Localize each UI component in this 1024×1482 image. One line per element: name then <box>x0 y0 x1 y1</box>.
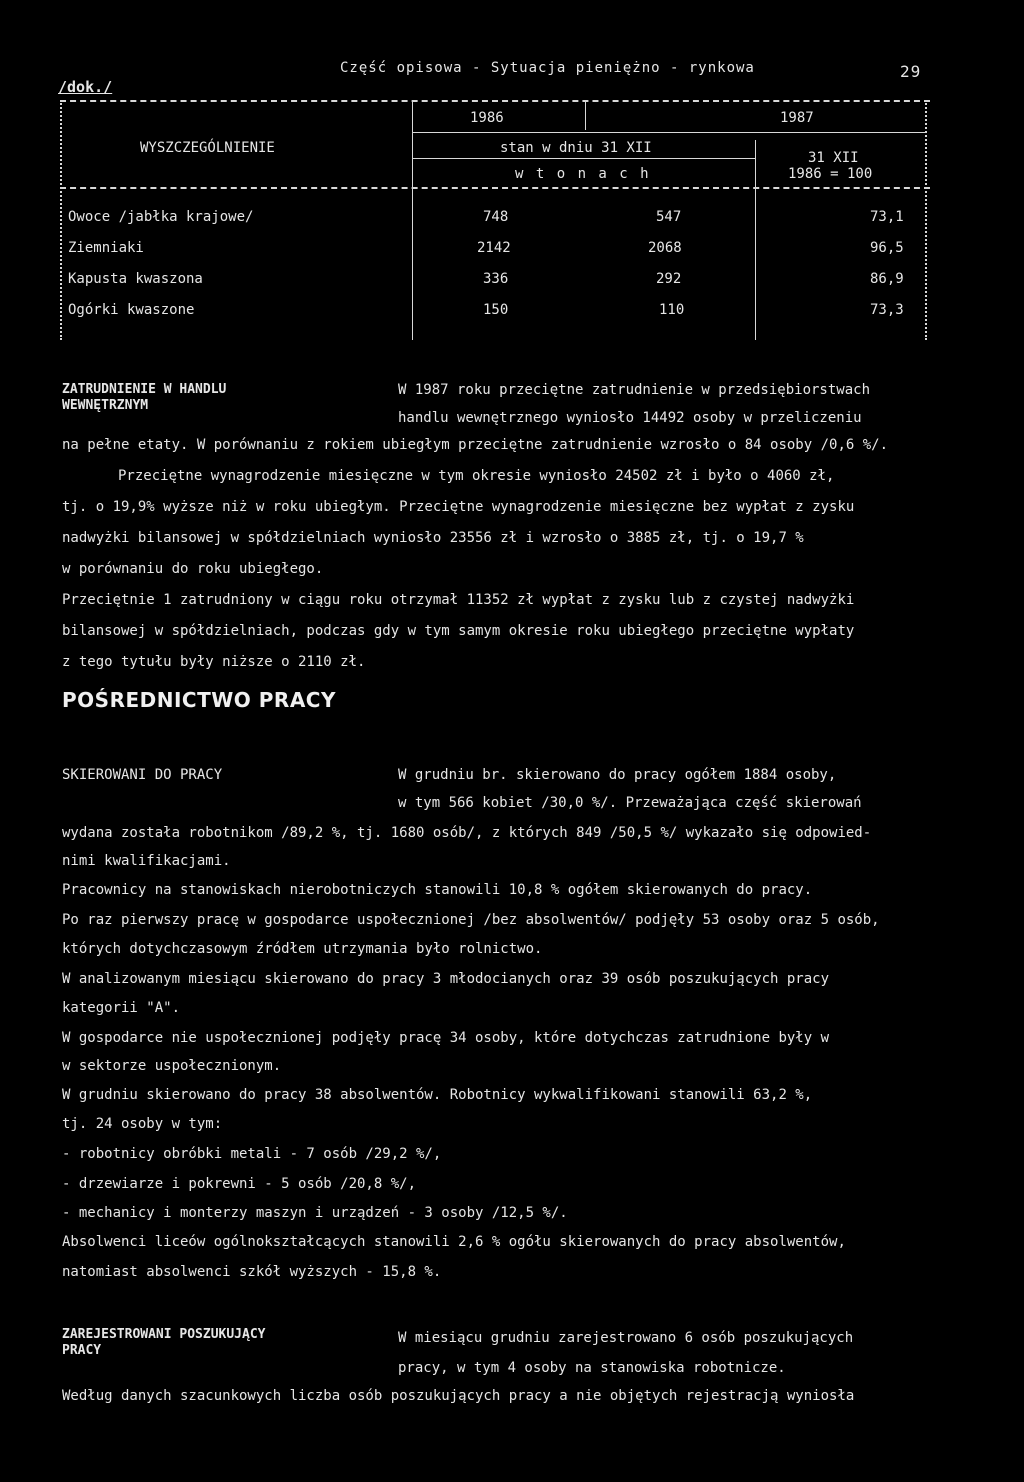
paragraph-line: tj. o 19,9% wyższe niż w roku ubiegłym. Przeciętne wynagrodzenie miesięczne bez wypłat z zysku <box>62 499 855 515</box>
side-label-zatrudnienie: ZATRUDNIENIE W HANDLU <box>62 382 227 397</box>
paragraph-line: Pracownicy na stanowiskach nierobotniczych stanowili 10,8 % ogółem skierowanych do pracy. <box>62 882 813 898</box>
table-subheader-line <box>412 132 927 133</box>
paragraph-line: W grudniu br. skierowano do pracy ogółem 1884 osoby, <box>398 767 837 783</box>
paragraph-line: Według danych szacunkowych liczba osób poszukujących pracy a nie objętych rejestracją wyniosła <box>62 1388 855 1404</box>
paragraph-line: W analizowanym miesiącu skierowano do pracy 3 młodocianych oraz 39 osób poszukujących pracy <box>62 971 830 987</box>
paragraph-line: Po raz pierwszy pracę w gospodarce uspołecznionej /bez absolwentów/ podjęły 53 osoby oraz 5 osób, <box>62 912 880 928</box>
row-index: 86,9 <box>870 271 904 287</box>
row-value-1987: 547 <box>656 209 682 225</box>
paragraph-line: Absolwenci liceów ogólnokształcących stanowili 2,6 % ogółu skierowanych do pracy absolwentów, <box>62 1234 846 1250</box>
table-top-border <box>60 100 930 102</box>
side-label-zatrudnienie-2: WEWNĘTRZNYM <box>62 398 149 413</box>
paragraph-line: W gospodarce nie uspołecznionej podjęły pracę 34 osoby, które dotychczas zatrudnione były w <box>62 1030 830 1046</box>
paragraph-line: wydana została robotnikom /89,2 %, tj. 1680 osób/, z których 849 /50,5 %/ wykazało się odpowied- <box>62 825 872 841</box>
paragraph-line: bilansowej w spółdzielniach, podczas gdy w tym samym okresie roku ubiegłego przeciętne wypłaty <box>62 623 855 639</box>
table-year-1986: 1986 <box>470 110 504 126</box>
table-year-1987: 1987 <box>780 110 814 126</box>
table-left-border <box>60 100 62 340</box>
paragraph-line: W 1987 roku przeciętne zatrudnienie w przedsiębiorstwach <box>398 382 871 398</box>
row-name: Ziemniaki <box>68 240 144 256</box>
paragraph-line: kategorii "A". <box>62 1000 181 1016</box>
row-value-1986: 748 <box>483 209 509 225</box>
table-index-label-1: 31 XII <box>808 150 859 166</box>
table-header-border <box>60 187 930 189</box>
paragraph-line: natomiast absolwenci szkół wyższych - 15,8 %. <box>62 1264 442 1280</box>
paragraph-line: Przeciętne wynagrodzenie miesięczne w tym okresie wyniosło 24502 zł i było o 4060 zł, <box>118 468 835 484</box>
row-value-1987: 292 <box>656 271 682 287</box>
paragraph-line: z tego tytułu były niższe o 2110 zł. <box>62 654 366 670</box>
paragraph-line: nadwyżki bilansowej w spółdzielniach wyniosło 23556 zł i wzrosło o 3885 zł, tj. o 19,7 % <box>62 530 804 546</box>
table-divider-years <box>585 100 586 130</box>
section-heading: POŚREDNICTWO PRACY <box>62 688 336 712</box>
row-value-1986: 2142 <box>477 240 511 256</box>
table-unit-line <box>412 158 755 159</box>
table-right-border <box>925 100 927 340</box>
page-number: 29 <box>900 62 922 81</box>
row-name: Ogórki kwaszone <box>68 302 195 318</box>
table-divider-1 <box>412 100 413 340</box>
row-index: 96,5 <box>870 240 904 256</box>
paragraph-line: w porównaniu do roku ubiegłego. <box>62 561 324 577</box>
paragraph-line: w sektorze uspołecznionym. <box>62 1058 282 1074</box>
side-label-skierowani: SKIEROWANI DO PRACY <box>62 767 223 783</box>
row-value-1986: 150 <box>483 302 509 318</box>
paragraph-line: nimi kwalifikacjami. <box>62 853 231 869</box>
paragraph-line: Przeciętnie 1 zatrudniony w ciągu roku otrzymał 11352 zł wypłat z zysku lub z czystej nadwyżki <box>62 592 855 608</box>
continuation-note: /dok./ <box>58 78 113 96</box>
row-value-1986: 336 <box>483 271 509 287</box>
page-header-title: Część opisowa - Sytuacja pieniężno - rynkowa <box>340 60 755 76</box>
paragraph-line: W miesiącu grudniu zarejestrowano 6 osób poszukujących <box>398 1330 854 1346</box>
row-name: Kapusta kwaszona <box>68 271 203 287</box>
paragraph-line: w tym 566 kobiet /30,0 %/. Przeważająca część skierowań <box>398 795 862 811</box>
row-index: 73,1 <box>870 209 904 225</box>
table-divider-2 <box>755 140 756 340</box>
list-item: - mechanicy i monterzy maszyn i urządzeń - 3 osoby /12,5 %/. <box>62 1205 568 1221</box>
table-label-header: WYSZCZEGÓLNIENIE <box>140 140 275 156</box>
side-label-zarejestrowani-2: PRACY <box>62 1343 102 1358</box>
paragraph-line: na pełne etaty. W porównaniu z rokiem ubiegłym przeciętne zatrudnienie wzrosło o 84 osoby /0,6 %/. <box>62 437 889 453</box>
side-label-zarejestrowani: ZAREJESTROWANI POSZUKUJĄCY <box>62 1327 266 1342</box>
row-name: Owoce /jabłka krajowe/ <box>68 209 254 225</box>
table-stan-label: stan w dniu 31 XII <box>500 140 652 156</box>
row-value-1987: 110 <box>659 302 685 318</box>
paragraph-line: handlu wewnętrznego wyniosło 14492 osoby w przeliczeniu <box>398 410 862 426</box>
row-index: 73,3 <box>870 302 904 318</box>
paragraph-line: tj. 24 osoby w tym: <box>62 1116 223 1132</box>
paragraph-line: których dotychczasowym źródłem utrzymania było rolnictwo. <box>62 941 543 957</box>
list-item: - drzewiarze i pokrewni - 5 osób /20,8 %/, <box>62 1176 417 1192</box>
table-unit-label: w t o n a c h <box>515 166 651 182</box>
paragraph-line: pracy, w tym 4 osoby na stanowiska robotnicze. <box>398 1360 786 1376</box>
paragraph-line: W grudniu skierowano do pracy 38 absolwentów. Robotnicy wykwalifikowani stanowili 63,2 %, <box>62 1087 813 1103</box>
list-item: - robotnicy obróbki metali - 7 osób /29,2 %/, <box>62 1146 442 1162</box>
table-index-label-2: 1986 = 100 <box>788 166 873 182</box>
row-value-1987: 2068 <box>648 240 682 256</box>
